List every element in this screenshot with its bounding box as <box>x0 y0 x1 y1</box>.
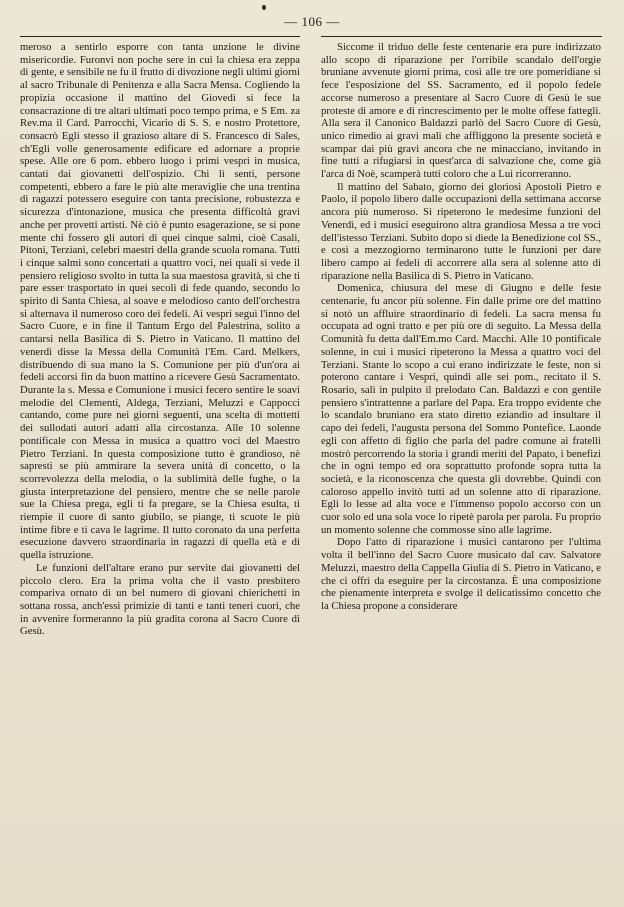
paragraph: Domenica, chiusura del mese di Giugno e delle feste centenarie, fu ancor più solenne. Fin dalle prime ore del mattino si notò un affluire straordinario di fedeli. La sacra mensa fu occupata ad ogni tratto e per più ore di seguito. La Messa della Comunità fu detta dall'Em.mo Card. Macchi. Alle 10 pontificale solenne, in cui i musici ripeterono la Messa a quattro voci del Terziani. Stante lo scopo a cui erano indirizzate le feste, non si poterono cantare i Vespri, quindi alle sei pom., recitato il S. Rosario, salì in pulpito il prelodato Can. Baldazzi e con gentile pensiero s'intrattenne a parlare del Papa. Era troppo evidente che lo scandalo bruniano era stato diretto eziandio ad insultare il capo dei fedeli, l'augusta persona del Sommo Pontefice. Laonde egli con affetto di figlio che parla del padre comune ai fratelli mostrò percorrendo la storia i grandi meriti del Papato, i benefizi che in ogni tempo ed ora soprattutto profonde sopra tutta la società, e la riconoscenza che questa gli dovrebbe. Quindi con caloroso appello invitò tutti ad un solenne atto di riparazione. Egli lo lesse ad alta voce e l'immenso popolo accorso con un cuor solo ed una sola voce lo ripetè parola per parola. Fu proprio un momento solenne che commosse sino alle lagrime. <box>321 282 601 536</box>
page-number: — 106 — <box>284 14 340 29</box>
paragraph: meroso a sentirlo esporre con tanta unzione le divine misericordie. Furonvi non poche sere in cui la chiesa era zeppa di gente, e sensibile ne fu il frutto di divozione negli ultimi giorni al sacro Tribunale di Penitenza e alla Sacra Mensa. Cogliendo la propizia occasione il mattino del Giovedì si fece la consacrazione di tre altari ultimati poco tempo prima, e S Em. za Rev.ma il Card. Parrocchi, Vicario di S. S. e nostro Protettore, consacrò Egli stesso il grazioso altare di S. Francesco di Sales, ch'Egli volle generosamente edificare ed adornare a proprie spese. Alle ore 6 pom. ebbero luogo i primi vespri in musica, cantati dai giovanetti dell'ospizio. Chi li senti, persone competenti, ebbero a fare le più alte meraviglie che una trentina di ragazzi potessero eseguire con tanta precisione, robustezza e sicurezza d'intonazione, musica che presenta difficoltà gravi anche per provetti artisti. Nè ciò è punto esagerazione, se si pone mente chi fossero gli autori di quei cinque salmi, cioè Casali, Pitoni, Terziani, celebri maestri della grande scuola romana. Tutti i cinque salmi sono concertati a quattro voci, nei quali si vede il pensiero religioso svolto in tutta la sua maestosa gravità, sì che ti pare esser trasportato in quei secoli di fede quando, secondo lo spirito di Santa Chiesa, al soave e melodioso canto dell'orchestra si alternava il numeroso coro dei fedeli. Ai vespri seguì l'inno del Sacro Cuore, e in fine il Tantum Ergo del Palestrina, solito a cantarsi nella Basilica di S. Pietro in Vaticano. Il mattino del venerdì disse la Messa della Comunità l'Em. Card. Melkers, distribuendo di sua mano la S. Comunione per più d'un'ora ai fedeli accorsi fin da buon mattino a ricevere Gesù Sacramentato. Durante la s. Messa e Comunione i musici fecero sentire le soavi melodie del Clementi, Aldega, Terziani, Meluzzi e Cappocci cantando, come pure nei giorni seguenti, una scelta di mottetti dei sullodati autori adatti alla circostanza. Alle 10 solenne pontificale con Messa in musica a quattro voci del Maestro Pietro Terziani. In questa composizione tutto è grandioso, nè sapresti se più ammirare la severa unità di concetto, o la scorrevolezza della melodia, o la sublimità delle fughe, o la giusta interpretazione del pensiero, mentre che se nelle parole sue la Chiesa prega, egli ti fa pregare, se la Chiesa esulta, ti riempie il cuore di santo giubilo, se piange, ti scuote le più intime fibre e ti cava le lagrime. Il tutto coronato da una perfetta esecuzione davvero straordinaria in ragazzi di quella età e di quella istruzione. <box>20 41 300 562</box>
paragraph: Siccome il triduo delle feste centenarie era pure indirizzato allo scopo di riparazione per l'orribile scandalo dell'orgie bruniane avvenute giorni prima, così alle tre ore pomeridiane si fece l'esposizione del SS. Sacramento, ed il popolo fedele accorse numeroso a presentare al Sacro Cuore di Gesù le sue proteste di amore e di rincrescimento per le molte offese fattegli. Alla sera il Canonico Baldazzi parlò del Sacro Cuore di Gesù, unico rimedio ai gravi mali che affliggono la presente società e scampar dai più gravi ancora che ne minacciano, invitando in fine tutti a rifugiarsi in quest'arca di salvazione che, come già l'arca di Noè, scamperà tutti coloro che a Lui ricorreranno. <box>321 41 601 181</box>
right-column <box>321 41 601 613</box>
header-rule-left <box>20 36 300 37</box>
paragraph: Il mattino del Sabato, giorno dei gloriosi Apostoli Pietro e Paolo, il popolo libero dalle occupazioni della settimana accorse ancora più numeroso. Si ripeterono le medesime funzioni del Venerdì, ed i musici eseguirono altra grandiosa Messa a tre voci dell'istesso Terziani. Subito dopo si diede la Benedizione col SS., e così a mezzogiorno terminarono tutte le funzioni per dare libero campo ai fedeli di accorrere alla sera al solenne atto di riparazione nella Basilica di S. Pietro in Vaticano. <box>321 180 601 282</box>
paragraph: Le funzioni dell'altare erano pur servite dai giovanetti del piccolo clero. Era la prima volta che il vasto presbitero compariva ornato di un bel numero di giovani chierichetti in sottana rossa, anch'essi primizie di tanti e tanti teneri cuori, che in avvenire formeranno la più gradita corona al Sacro Cuore di Gesù. <box>20 561 300 638</box>
paragraph: Dopo l'atto di riparazione i musici cantarono per l'ultima volta il bell'inno del Sacro Cuore musicato dal cav. Salvatore Meluzzi, maestro della Cappella Giulia di S. Pietro in Vaticano, e che ci offrì da eseguire per la circostanza. È una composizione che pienamente interpreta e svolge il delicatissimo concetto che la Chiesa propone a considerare <box>321 536 601 612</box>
ink-speck <box>262 5 266 10</box>
header-rule-right <box>321 36 602 37</box>
left-column <box>20 41 300 638</box>
